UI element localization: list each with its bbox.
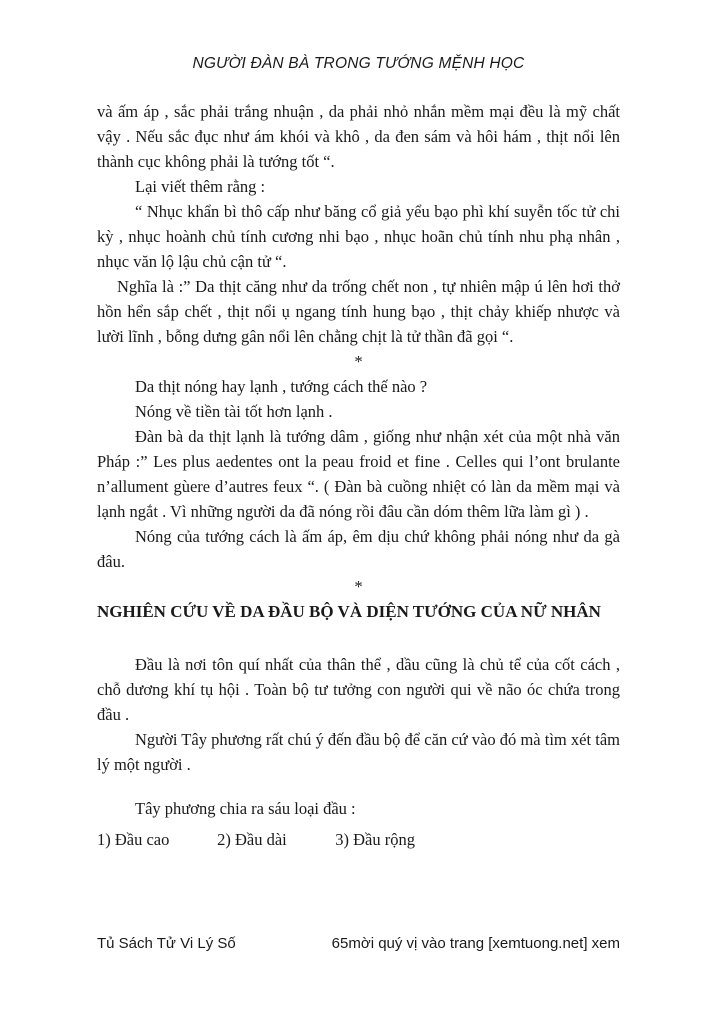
page-footer — [97, 934, 620, 954]
page-number: 65 — [331, 935, 349, 952]
paragraph-continuation: và ấm áp , sắc phải trắng nhuận , da phải nhỏ nhắn mềm mại đều là mỹ chất vậy . Nếu sắc đục như ám khói và khô , da đen sám và hôi hám , thịt nổi lên thành cục không phải là tướng tốt “. — [97, 102, 620, 171]
paragraph-quote-intro: Lại viết thêm rằng : — [135, 177, 266, 196]
head-type-item: 3) Đầu rộng — [335, 830, 415, 849]
head-types-row — [97, 827, 620, 852]
page-body — [97, 99, 620, 852]
asterisk-separator: * — [354, 577, 363, 596]
paragraph-answer: Nóng về tiền tài tốt hơn lạnh . — [135, 402, 333, 421]
paragraph-sino-quote: “ Nhục khẩn bì thô cấp như băng cổ giả yểu bạo phì khí suyễn tốc tử chi kỳ , nhục hoành chủ tính cương nhi bạo , nhục hoãn chủ tính nhu phạ nhân , nhục văn lộ lậu chủ cận tử “. — [97, 202, 620, 271]
head-type-item: 2) Đầu dài — [217, 830, 287, 849]
paragraph-question: Da thịt nóng hay lạnh , tướng cách thế nào ? — [135, 377, 428, 396]
paragraph-french-quote: Đàn bà da thịt lạnh là tướng dâm , giống như nhận xét của một nhà văn Pháp :” Les plus aedentes ont la peau froid et fine . Celles qui l’ont brulante n’allument gùere d’autres feux “. ( Đàn bà cuồng nhiệt có làn da mềm mại và lạnh ngắt . Vì những người da đã nóng rồi đâu cần dóm thêm lữa làm gì ) . — [97, 427, 620, 521]
paragraph-head-types-intro: Tây phương chia ra sáu loại đầu : — [135, 799, 356, 818]
paragraph-head-intro: Đầu là nơi tôn quí nhất của thân thể , dầu cũng là chủ tể của cốt cách , chỗ dương khí tụ hội . Toàn bộ tư tưởng con người qui về não óc chứa trong đầu . — [97, 655, 620, 724]
footer-series-title: Tủ Sách Tử Vi Lý Số — [97, 935, 236, 952]
running-title: NGƯỜI ĐÀN BÀ TRONG TƯỚNG MỆNH HỌC — [192, 55, 525, 72]
section-heading: NGHIÊN CỨU VỀ DA ĐẦU BỘ VÀ DIỆN TƯỚNG CỦA NỮ NHÂN — [97, 602, 601, 621]
footer-site-note: mời quý vị vào trang [xemtuong.net] xem — [348, 935, 620, 952]
paragraph-warm: Nóng của tướng cách là ấm áp, êm dịu chứ không phải nóng như da gà đâu. — [97, 527, 620, 571]
paragraph-head-west: Người Tây phương rất chú ý đến đầu bộ để căn cứ vào đó mà tìm xét tâm lý một người . — [97, 730, 620, 774]
paragraph-meaning: Nghĩa là :” Da thịt căng như da trống chết non , tự nhiên mập ú lên hơi thở hồn hển sắp chết , thịt nổi ụ ngang tính hung bạo , thịt chảy khiếp nhược và lười lĩnh , bỗng dưng gân nổi lên chằng chịt là tử thần đã gọi “. — [97, 277, 620, 346]
head-type-item: 1) Đầu cao — [97, 830, 170, 849]
asterisk-separator: * — [354, 352, 363, 371]
